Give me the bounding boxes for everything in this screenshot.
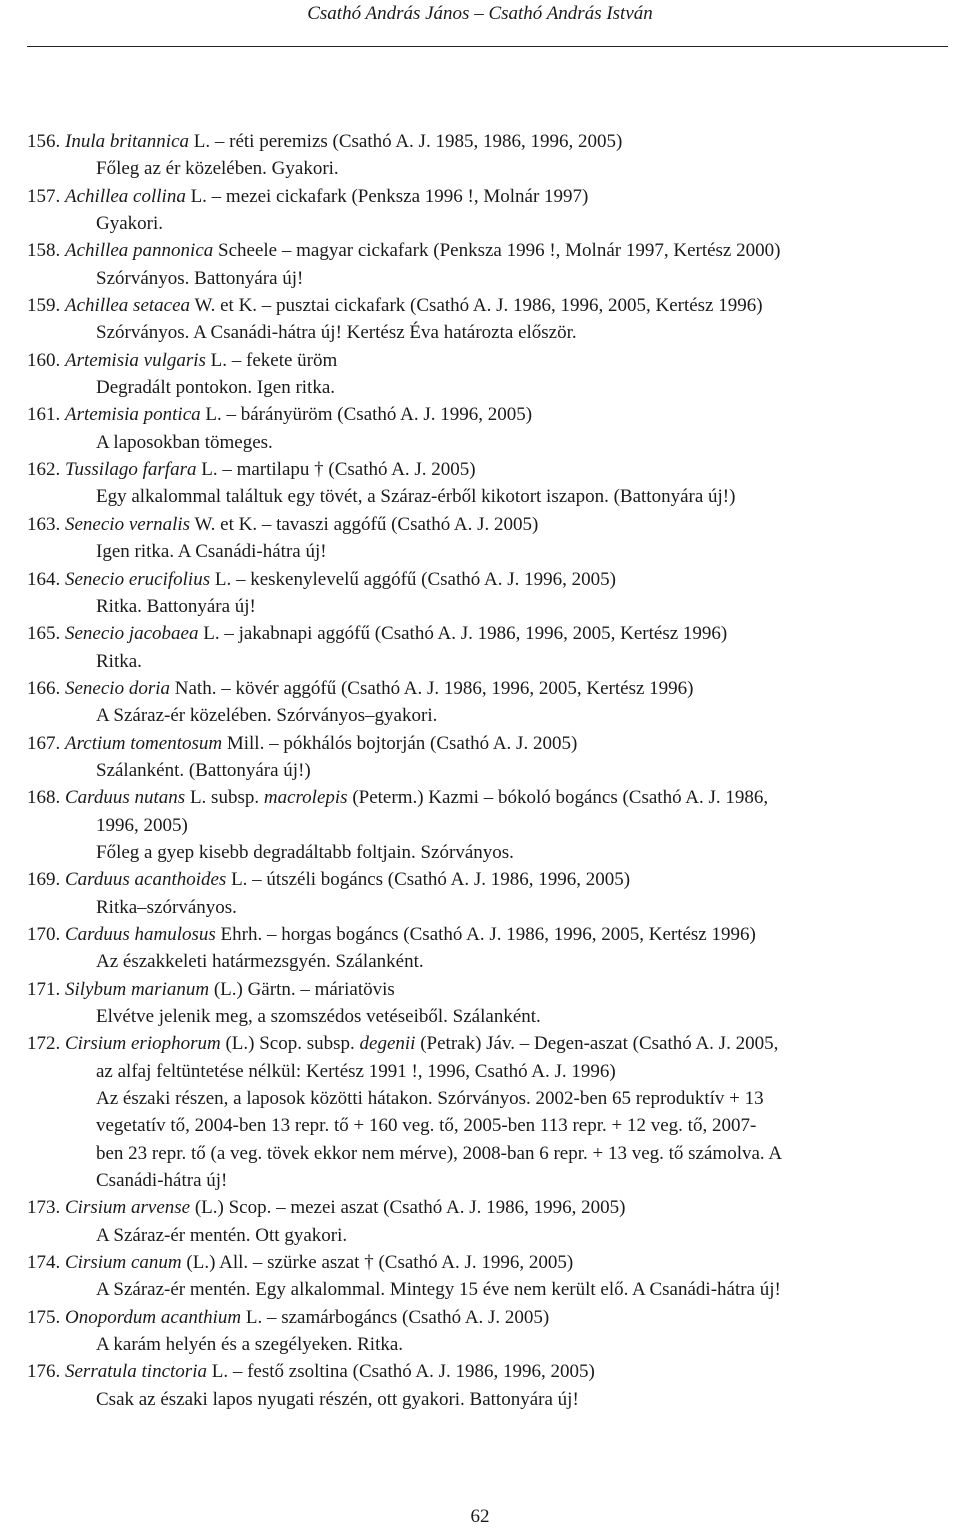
entry-text: Scheele – magyar cickafark (Penksza 1996 !, Molnár 1997, Kertész 2000): [213, 240, 781, 262]
entry-text: Igen ritka. A Csanádi-hátra új!: [96, 541, 327, 563]
species-note: [27, 648, 957, 675]
entry-text: az alfaj feltüntetése nélkül: Kertész 1991 !, 1996, Csathó A. J. 1996): [96, 1060, 616, 1082]
species-note: [27, 319, 957, 346]
scientific-name: Artemisia pontica: [65, 404, 201, 426]
scientific-name: Carduus nutans: [65, 787, 186, 809]
species-entry: [27, 566, 957, 621]
species-heading: [27, 1030, 957, 1057]
species-entry: [27, 921, 957, 976]
scientific-name: Cirsium canum: [65, 1252, 182, 1274]
species-note: [27, 265, 957, 292]
species-note: [27, 210, 957, 237]
scientific-name: Senecio doria: [65, 677, 171, 699]
species-note: [27, 812, 957, 839]
species-note: [27, 374, 957, 401]
species-entry: [27, 237, 957, 292]
entry-text: (Petrak) Jáv. – Degen-aszat (Csathó A. J. 2005,: [415, 1033, 779, 1055]
species-note: [27, 1331, 957, 1358]
entry-text: W. et K. – pusztai cickafark (Csathó A. J. 1986, 1996, 2005, Kertész 1996): [190, 295, 763, 317]
entry-text: L. – útszéli bogáncs (Csathó A. J. 1986, 1996, 2005): [226, 869, 631, 891]
entry-text: (L.) All. – szürke aszat † (Csathó A. J. 1996, 2005): [181, 1252, 574, 1274]
species-entry: [27, 1358, 957, 1413]
species-note: [27, 1058, 957, 1085]
entry-text: 164.: [27, 568, 65, 590]
entry-text: W. et K. – tavaszi aggófű (Csathó A. J. 2005): [190, 513, 539, 535]
scientific-name: Inula britannica: [65, 131, 190, 152]
entry-text: Ritka–szórványos.: [96, 896, 237, 918]
entry-text: Csak az északi lapos nyugati részén, ott gyakori. Battonyára új!: [96, 1388, 579, 1410]
scientific-name: Tussilago farfara: [65, 459, 197, 481]
species-description: [27, 1085, 957, 1194]
species-heading: [27, 347, 957, 374]
species-note: [27, 1276, 957, 1303]
entry-text: 161.: [27, 404, 65, 426]
scientific-name: Senecio vernalis: [65, 513, 191, 535]
description-line: ben 23 repr. tő (a veg. tövek ekkor nem mérve), 2008-ban 6 repr. + 13 veg. tő számolva. A: [96, 1142, 783, 1164]
species-note: [27, 948, 957, 975]
species-entry: [27, 675, 957, 730]
entry-text: 160.: [27, 349, 65, 371]
description-line: Az északi részen, a laposok közötti hátakon. Szórványos. 2002-ben 65 reproduktív + 13: [96, 1088, 764, 1110]
species-entry: [27, 401, 957, 456]
entry-text: Mill. – pókhálós bojtorján (Csathó A. J. 2005): [222, 732, 578, 754]
species-heading: [27, 511, 957, 538]
species-note: [27, 429, 957, 456]
species-heading: [27, 183, 957, 210]
description-line: vegetatív tő, 2004-ben 13 repr. tő + 160 veg. tő, 2005-ben 113 repr. + 12 veg. tő, 2007-: [96, 1115, 757, 1137]
species-heading: [27, 1194, 957, 1221]
entry-text: A Száraz-ér mentén. Ott gyakori.: [96, 1224, 348, 1246]
entry-text: (Peterm.) Kazmi – bókoló bogáncs (Csathó A. J. 1986,: [347, 787, 769, 809]
entry-text: 174.: [27, 1252, 65, 1274]
entry-text: 162.: [27, 459, 65, 481]
entry-text: L. – festő zsoltina (Csathó A. J. 1986, 1996, 2005): [206, 1361, 595, 1383]
species-note: [27, 483, 957, 510]
species-note: [27, 1386, 957, 1413]
scientific-name: Achillea pannonica: [65, 240, 214, 262]
entry-text: 167.: [27, 732, 65, 754]
entry-text: 159.: [27, 295, 65, 317]
entry-text: 166.: [27, 677, 65, 699]
entry-text: (L.) Scop. subsp.: [220, 1033, 360, 1055]
species-entry: [27, 292, 957, 347]
species-heading: [27, 866, 957, 893]
scientific-name: Carduus acanthoides: [65, 869, 227, 891]
species-heading: [27, 675, 957, 702]
species-entry: [27, 347, 957, 402]
entry-text: L. – mezei cickafark (Penksza 1996 !, Molnár 1997): [185, 185, 589, 207]
species-entry: [27, 866, 957, 921]
species-entry: [27, 620, 957, 675]
scientific-name: Cirsium arvense: [65, 1197, 191, 1219]
entry-text: Elvétve jelenik meg, a szomszédos vetéseiből. Szálanként.: [96, 1006, 541, 1027]
entry-text: Szórványos. A Csanádi-hátra új! Kertész Éva határozta először.: [96, 322, 577, 344]
entry-text: Szálanként. (Battonyára új!): [96, 759, 311, 781]
species-heading: [27, 1249, 957, 1276]
species-heading: [27, 1358, 957, 1385]
species-entry: [27, 456, 957, 511]
entry-text: Nath. – kövér aggófű (Csathó A. J. 1986, 1996, 2005, Kertész 1996): [170, 677, 694, 699]
entry-text: Főleg az ér közelében. Gyakori.: [96, 158, 339, 180]
entry-text: L. – jakabnapi aggófű (Csathó A. J. 1986, 1996, 2005, Kertész 1996): [198, 623, 728, 645]
species-heading: [27, 456, 957, 483]
entry-text: Ehrh. – horgas bogáncs (Csathó A. J. 1986, 1996, 2005, Kertész 1996): [215, 923, 756, 945]
species-note: [27, 894, 957, 921]
species-heading: [27, 237, 957, 264]
entry-text: 1996, 2005): [96, 814, 188, 836]
species-entry: [27, 183, 957, 238]
entry-text: Főleg a gyep kisebb degradáltabb foltjain. Szórványos.: [96, 841, 514, 863]
entry-text: 163.: [27, 513, 65, 535]
species-entry: [27, 511, 957, 566]
species-note: [27, 702, 957, 729]
entry-text: A laposokban tömeges.: [96, 431, 273, 453]
species-note: [27, 757, 957, 784]
entry-text: A karám helyén és a szegélyeken. Ritka.: [96, 1334, 404, 1356]
species-entry: [27, 1194, 957, 1249]
entry-text: 171.: [27, 978, 65, 1000]
species-note: [27, 1222, 957, 1249]
entry-text: Degradált pontokon. Igen ritka.: [96, 377, 336, 399]
entry-text: A Száraz-ér mentén. Egy alkalommal. Mintegy 15 éve nem került elő. A Csanádi-hátra új!: [96, 1279, 781, 1301]
scientific-name: Cirsium eriophorum: [65, 1033, 221, 1055]
entry-text: 156.: [27, 131, 65, 152]
running-header: [0, 0, 960, 31]
scientific-name: Senecio erucifolius: [65, 568, 211, 590]
species-heading: [27, 620, 957, 647]
species-heading: [27, 292, 957, 319]
scientific-name: Senecio jacobaea: [65, 623, 199, 645]
entry-text: L. – szamárbogáncs (Csathó A. J. 2005): [241, 1306, 550, 1328]
species-entry: [27, 1030, 957, 1194]
scientific-name: Artemisia vulgaris: [65, 349, 206, 371]
entry-text: L. – bárányüröm (Csathó A. J. 1996, 2005): [200, 404, 533, 426]
scientific-name: degenii: [359, 1033, 416, 1055]
species-note: [27, 593, 957, 620]
entry-text: A Száraz-ér közelében. Szórványos–gyakori.: [96, 705, 438, 727]
species-note: [27, 538, 957, 565]
species-heading: [27, 976, 957, 1003]
scientific-name: Achillea setacea: [65, 295, 191, 317]
species-note: [27, 839, 957, 866]
species-note: [27, 1003, 957, 1030]
species-heading: [27, 401, 957, 428]
page-number: 62: [470, 1506, 490, 1527]
description-line: Csanádi-hátra új!: [96, 1170, 228, 1192]
species-entry: [27, 1304, 957, 1359]
entry-text: L. – fekete üröm: [205, 349, 338, 371]
scientific-name: Silybum marianum: [65, 978, 210, 1000]
entry-text: 172.: [27, 1033, 65, 1055]
entry-text: Ritka.: [96, 650, 142, 672]
scientific-name: Arctium tomentosum: [65, 732, 223, 754]
species-list: [27, 128, 957, 1413]
species-heading: [27, 1304, 957, 1331]
species-entry: [27, 976, 957, 1031]
entry-text: Egy alkalommal találtuk egy tövét, a Száraz-érből kikotort iszapon. (Battonyára új!): [96, 486, 736, 508]
scientific-name: macrolepis: [263, 787, 348, 809]
species-entry: [27, 1249, 957, 1304]
entry-text: Szórványos. Battonyára új!: [96, 267, 304, 289]
entry-text: (L.) Scop. – mezei aszat (Csathó A. J. 1986, 1996, 2005): [190, 1197, 626, 1219]
entry-text: (L.) Gärtn. – máriatövis: [209, 978, 395, 1000]
entry-text: L. – martilapu † (Csathó A. J. 2005): [196, 459, 476, 481]
entry-text: 165.: [27, 623, 65, 645]
species-entry: [27, 128, 957, 183]
entry-text: Az északkeleti határmezsgyén. Szálanként.: [96, 951, 424, 973]
scientific-name: Onopordum acanthium: [65, 1306, 242, 1328]
entry-text: 176.: [27, 1361, 65, 1383]
entry-text: L. subsp.: [185, 787, 264, 809]
entry-text: L. – keskenylevelű aggófű (Csathó A. J. 1996, 2005): [210, 568, 616, 590]
header-rule: [27, 46, 948, 47]
entry-text: Gyakori.: [96, 213, 164, 235]
species-heading: [27, 128, 957, 155]
species-entry: [27, 730, 957, 785]
entry-text: 158.: [27, 240, 65, 262]
entry-text: Ritka. Battonyára új!: [96, 595, 256, 617]
species-heading: [27, 921, 957, 948]
scientific-name: Achillea collina: [65, 185, 186, 207]
entry-text: L. – réti peremizs (Csathó A. J. 1985, 1986, 1996, 2005): [189, 131, 623, 152]
species-heading: [27, 566, 957, 593]
entry-text: 175.: [27, 1306, 65, 1328]
entry-text: 168.: [27, 787, 65, 809]
entry-text: 169.: [27, 869, 65, 891]
entry-text: 157.: [27, 185, 65, 207]
scientific-name: Serratula tinctoria: [65, 1361, 207, 1383]
species-entry: [27, 784, 957, 866]
species-heading: [27, 784, 957, 811]
scientific-name: Carduus hamulosus: [65, 923, 216, 945]
species-note: [27, 155, 957, 182]
entry-text: 173.: [27, 1197, 65, 1219]
species-heading: [27, 730, 957, 757]
entry-text: 170.: [27, 923, 65, 945]
header-title: Csathó András János – Csathó András István: [307, 3, 653, 24]
